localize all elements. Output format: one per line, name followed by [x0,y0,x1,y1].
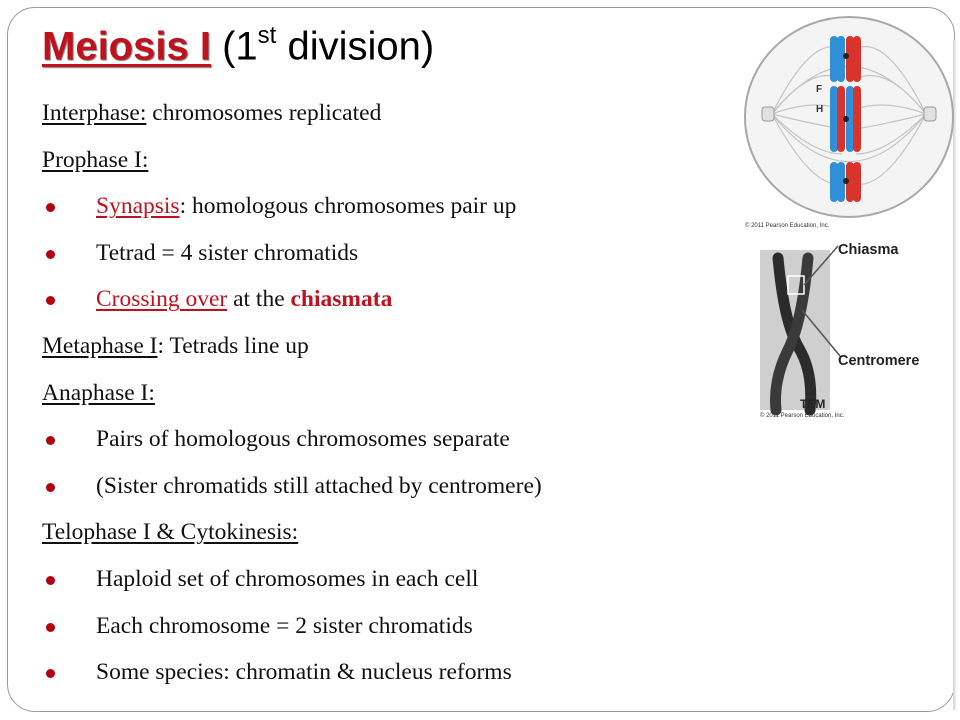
content-lines [42,90,702,696]
line-text: Metaphase I [42,332,158,359]
centrosome-right [924,107,936,121]
figure-top-credit: © 2011 Pearson Education, Inc. [745,223,830,229]
metaphase-spindle-figure [742,14,956,224]
line-text: Anaphase I: [42,379,155,406]
line-text: at the [227,286,291,313]
line-text: Telophase I & Cytokinesis: [42,519,299,546]
line-text: chromosomes replicated [146,100,382,126]
tem-micrograph-figure [760,240,950,420]
line-text: (Sister chromatids still attached by centromere) [96,472,542,499]
figure-bottom-credit: © 2011 Pearson Education, Inc. [760,413,845,419]
figure-label-h: H [816,104,824,115]
section-heading [42,370,702,417]
line-text: Tetrad = 4 sister chromatids [96,239,359,266]
bullet-item [42,463,702,510]
bullet-item [42,276,702,323]
line-text: Interphase: [42,100,147,126]
bullet-item [42,556,702,603]
line-text: Pairs of homologous chromosomes separate [96,426,510,453]
line-text: chiasmata [290,286,393,313]
bullet-item [42,603,702,650]
section-heading [42,90,702,137]
section-heading [42,509,702,556]
bullet-item [42,416,702,463]
slide-title [42,24,434,69]
line-text: : homologous chromosomes pair up [179,193,517,220]
tem-label: TEM [800,397,826,411]
figure-label-f: F [816,84,823,95]
title-main: Meiosis I [42,24,211,69]
line-text: Each chromosome = 2 sister chromatids [96,612,473,639]
chiasma-label: Chiasma [838,242,899,258]
centrosome-left [762,107,774,121]
title-superscript: st [257,22,277,49]
line-text: : Tetrads line up [157,332,309,359]
line-text: Some species: chromatin & nucleus reforms [96,659,512,686]
bullet-item [42,649,702,696]
centromere-label: Centromere [838,353,920,369]
line-text: Crossing over [96,286,228,313]
title-paren-open: (1 [222,24,258,69]
bullet-item [42,230,702,277]
title-paren-rest: division) [276,24,435,69]
line-text: Prophase I: [42,146,149,173]
bullet-item [42,183,702,230]
line-text: Synapsis [96,193,180,220]
section-heading [42,137,702,184]
line-text: Haploid set of chromosomes in each cell [96,565,479,592]
section-heading [42,323,702,370]
